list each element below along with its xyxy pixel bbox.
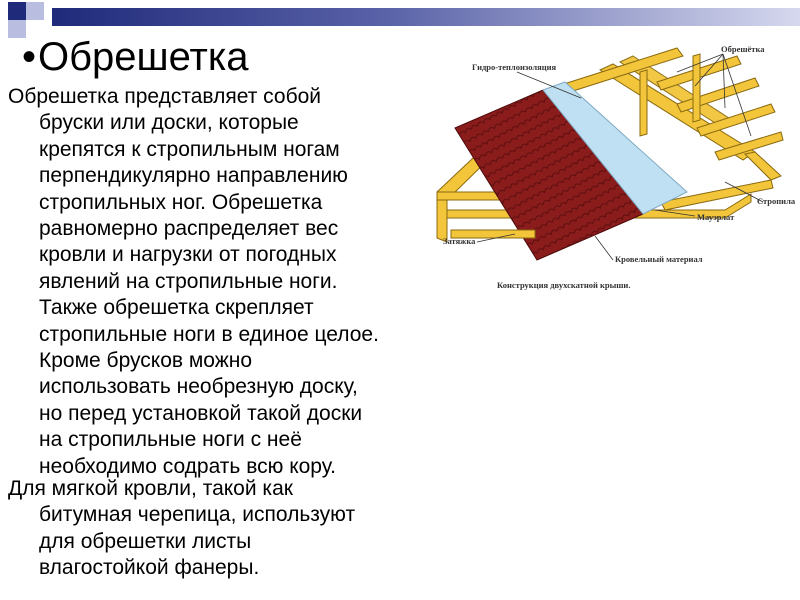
paragraph-soft-roofing <box>8 476 355 582</box>
paragraph-line: перпендикулярно направлению <box>39 164 348 188</box>
paragraph-line: стропильных ног. Обрешетка <box>39 190 323 214</box>
slide-title <box>22 34 248 80</box>
paragraph-line: но перед установкой такой доски <box>39 401 363 425</box>
label-roofing-material: Кровельный материал <box>615 254 703 264</box>
label-rafters: Стропила <box>757 196 796 206</box>
diagram-caption: Конструкция двухскатной крыши. <box>497 280 631 290</box>
paragraph-line: Кроме брусков можно <box>39 349 253 373</box>
paragraph-line: битумная черепица, используют <box>39 503 356 527</box>
paragraph-line: Для мягкой кровли, такой как <box>8 477 293 500</box>
paragraph-lathing-description <box>8 84 379 480</box>
deco-square-2 <box>26 2 44 20</box>
paragraph-line: для обрешетки листы <box>39 529 252 553</box>
paragraph-line: явлений на стропильные ноги. <box>39 269 338 293</box>
paragraph-line: необходимо содрать всю кору. <box>39 454 336 478</box>
paragraph-line: влагостойкой фанеры. <box>39 556 260 580</box>
title-bullet: • <box>22 35 37 79</box>
label-mauerlat: Мауэрлат <box>697 212 735 222</box>
paragraph-line: крепятся к стропильным ногам <box>39 137 340 161</box>
paragraph-line: на стропильные ноги с неё <box>39 428 302 452</box>
paragraph-line: равномерно распределяет вес <box>39 217 339 241</box>
header-gradient-bar <box>52 8 800 26</box>
label-hydro-insulation: Гидро-теплоизоляция <box>472 62 557 72</box>
paragraph-line: кровли и нагрузки от погодных <box>39 243 337 267</box>
label-tie-beam: Затяжка <box>443 236 476 246</box>
paragraph-line: Также обрешетка скрепляет <box>39 296 314 320</box>
roof-construction-diagram <box>425 42 800 300</box>
title-text: Обрешетка <box>38 35 249 79</box>
paragraph-line: бруски или доски, которые <box>39 111 299 135</box>
paragraph-line: стропильные ноги в единое целое. <box>39 322 379 346</box>
deco-square-1 <box>8 2 26 20</box>
paragraph-line: использовать необрезную доску, <box>39 375 358 399</box>
paragraph-line: Обрешетка представляет собой <box>8 85 322 108</box>
label-lathing: Обрешётка <box>721 44 765 54</box>
